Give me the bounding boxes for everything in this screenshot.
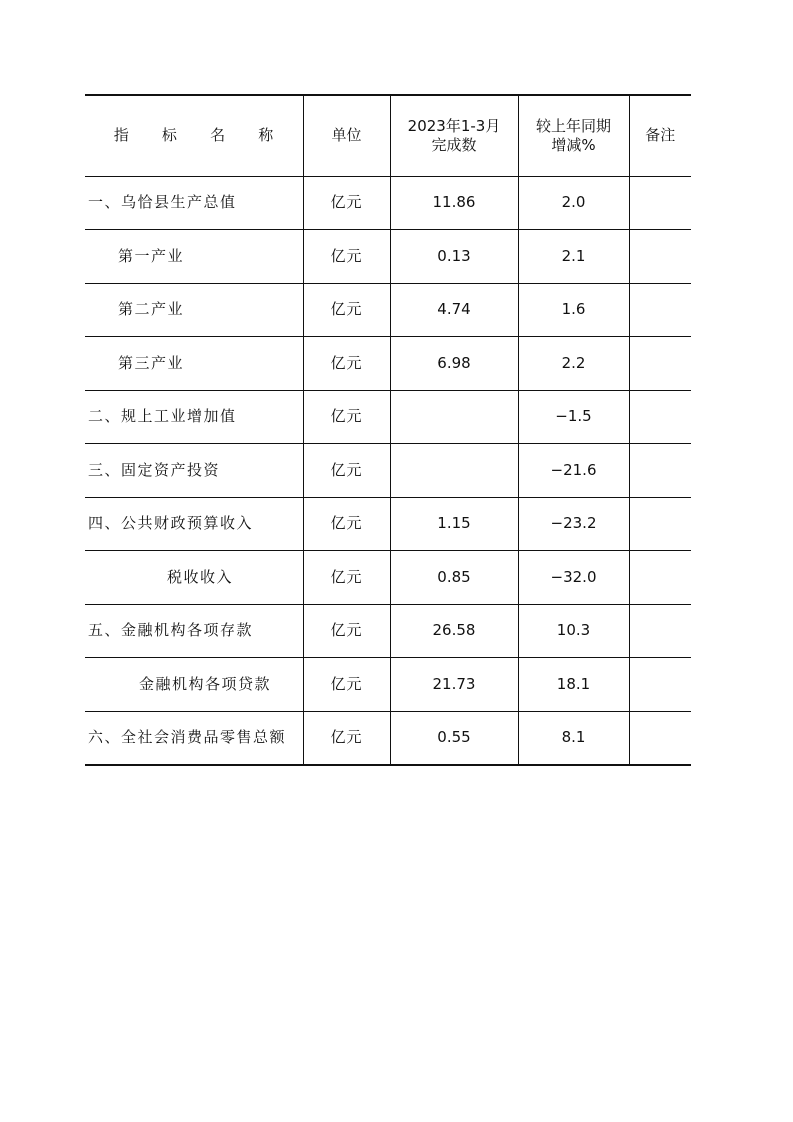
row-change: −23.2 (518, 497, 629, 551)
header-name-char: 名 (210, 126, 226, 145)
header-indicator-name (85, 95, 303, 176)
row-value: 21.73 (390, 658, 518, 712)
row-value: 0.85 (390, 551, 518, 605)
row-change: 10.3 (518, 604, 629, 658)
row-unit: 亿元 (303, 551, 390, 605)
row-name: 第三产业 (85, 337, 303, 391)
row-change: 8.1 (518, 711, 629, 765)
header-name-char: 称 (258, 126, 274, 145)
row-change: 2.2 (518, 337, 629, 391)
table-row (85, 390, 691, 444)
row-change: 18.1 (518, 658, 629, 712)
row-value: 0.55 (390, 711, 518, 765)
row-value: 1.15 (390, 497, 518, 551)
header-name-char: 标 (161, 126, 178, 145)
table-row (85, 497, 691, 551)
row-unit: 亿元 (303, 604, 390, 658)
row-name: 一、乌恰县生产总值 (85, 176, 303, 230)
row-unit: 亿元 (303, 176, 390, 230)
header-note: 备注 (629, 95, 691, 176)
row-name: 第二产业 (85, 283, 303, 337)
row-note (629, 337, 691, 391)
table-row (85, 444, 691, 498)
header-value-line1: 2023年1-3月 (407, 117, 501, 135)
row-note (629, 283, 691, 337)
row-value: 0.13 (390, 230, 518, 284)
table-row (85, 176, 691, 230)
table-row (85, 658, 691, 712)
table-header-row (85, 95, 691, 176)
row-note (629, 711, 691, 765)
row-value (390, 444, 518, 498)
row-note (629, 497, 691, 551)
table-row (85, 551, 691, 605)
table-row (85, 283, 691, 337)
row-name: 四、公共财政预算收入 (85, 497, 303, 551)
row-unit: 亿元 (303, 230, 390, 284)
row-unit: 亿元 (303, 337, 390, 391)
row-unit: 亿元 (303, 283, 390, 337)
row-note (629, 390, 691, 444)
header-change-line2: 增减% (551, 135, 596, 154)
header-change (518, 95, 629, 176)
row-note (629, 658, 691, 712)
row-note (629, 230, 691, 284)
row-value: 11.86 (390, 176, 518, 230)
row-name: 金融机构各项贷款 (85, 658, 303, 712)
row-change: −21.6 (518, 444, 629, 498)
row-name: 六、全社会消费品零售总额 (85, 711, 303, 765)
statistics-table (85, 94, 691, 766)
table-row (85, 230, 691, 284)
row-name: 三、固定资产投资 (85, 444, 303, 498)
row-value: 4.74 (390, 283, 518, 337)
row-unit: 亿元 (303, 497, 390, 551)
row-name: 税收收入 (85, 551, 303, 605)
header-unit: 单位 (303, 95, 390, 176)
row-name: 五、金融机构各项存款 (85, 604, 303, 658)
row-unit: 亿元 (303, 711, 390, 765)
row-change: −1.5 (518, 390, 629, 444)
header-change-line1: 较上年同期 (535, 117, 611, 135)
header-value (390, 95, 518, 176)
row-name: 第一产业 (85, 230, 303, 284)
row-name: 二、规上工业增加值 (85, 390, 303, 444)
row-value: 26.58 (390, 604, 518, 658)
row-value (390, 390, 518, 444)
row-unit: 亿元 (303, 658, 390, 712)
row-unit: 亿元 (303, 390, 390, 444)
row-note (629, 444, 691, 498)
row-change: −32.0 (518, 551, 629, 605)
row-change: 2.0 (518, 176, 629, 230)
row-note (629, 551, 691, 605)
table-row (85, 604, 691, 658)
row-change: 1.6 (518, 283, 629, 337)
row-value: 6.98 (390, 337, 518, 391)
row-note (629, 176, 691, 230)
table-row (85, 711, 691, 765)
row-note (629, 604, 691, 658)
row-unit: 亿元 (303, 444, 390, 498)
header-name-char: 指 (113, 126, 130, 145)
table-row (85, 337, 691, 391)
header-value-line2: 完成数 (431, 135, 477, 154)
row-change: 2.1 (518, 230, 629, 284)
